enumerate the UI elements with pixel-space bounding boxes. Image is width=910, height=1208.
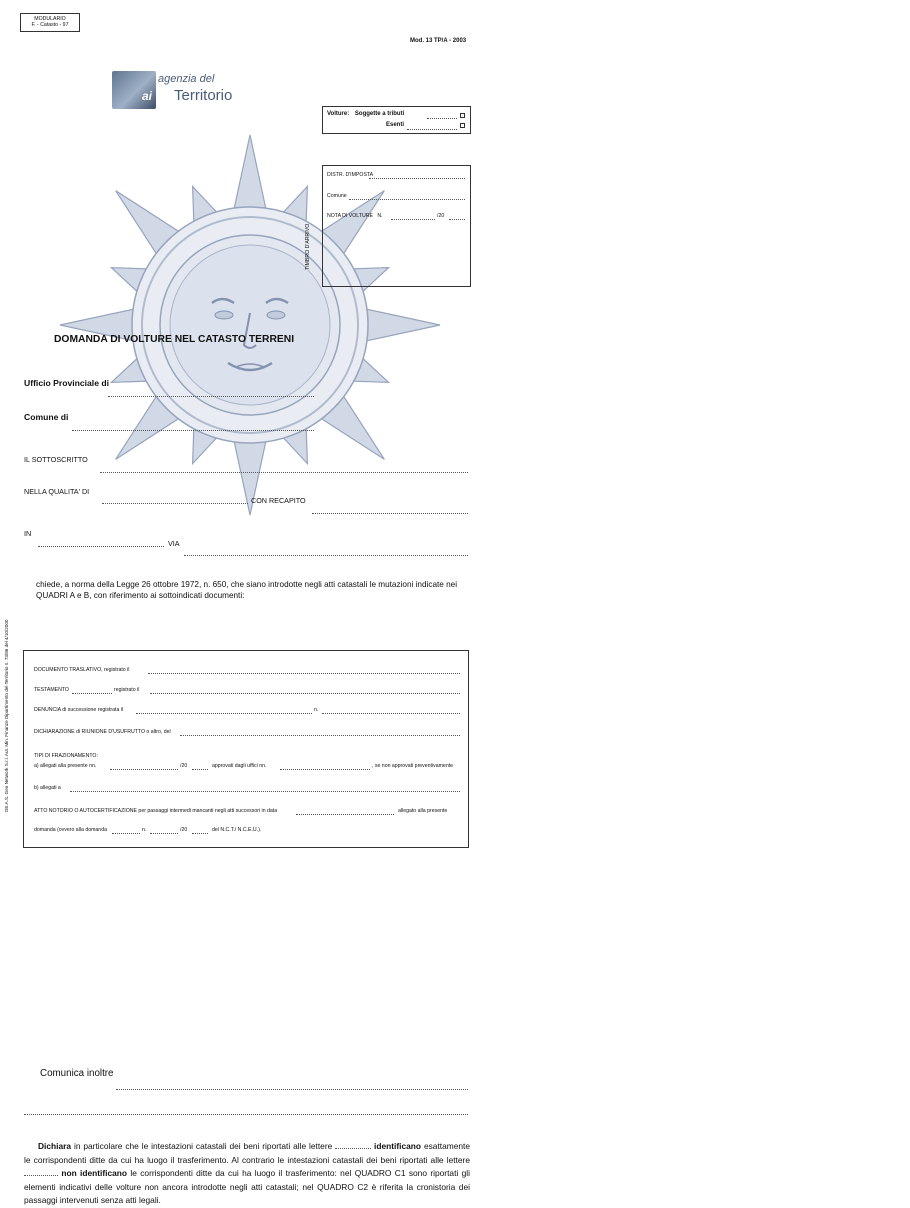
volture-option-esenti: Esenti <box>386 122 405 129</box>
fraz-a-label: a) allegati alla presente nn. <box>34 763 97 770</box>
side-text: DE.A.S. Geo Network S.r.l. Aut. Min. Finanze Dipartimento del Territorio n. 73/86 del 4/10/2000 <box>4 619 9 812</box>
doc-testamento-label: TESTAMENTO <box>34 687 69 694</box>
via-label: VIA <box>168 538 180 548</box>
fraz-a-note: , se non approvati preventivamente <box>372 763 454 770</box>
dichiara-word: Dichiara <box>38 1141 72 1152</box>
modulario-code: F. - Catasto - 97 <box>31 22 69 29</box>
doc-dichiarazione-field[interactable] <box>180 735 460 736</box>
atto-notorio-label: ATTO NOTORIO O AUTOCERTIFICAZIONE per passaggi intermedi mancanti negli atti successori in data <box>34 808 278 815</box>
dichiara-text-3: le corrispondenti ditte da cui ha luogo il trasferimento: nel QUADRO C1 sono riportati gli elementi indicativi delle volture non ancora introdotte negli atti catastali; nel QUADRO C2 è riferita la cronistoria dei passaggi intervenuti senza atti legali. <box>24 1168 470 1206</box>
in-label: IN <box>24 529 32 539</box>
dichiara-letters-field-2[interactable] <box>24 1175 58 1176</box>
logo-mark: ai <box>142 89 153 104</box>
nota-year-field[interactable] <box>449 219 465 220</box>
non-identificano-word: non identificano <box>61 1168 128 1179</box>
nota-label: NOTA DI VOLTURE <box>327 213 373 220</box>
doc-denuncia-field[interactable] <box>136 713 312 714</box>
fraz-a-year: /20 <box>180 763 188 770</box>
volture-box <box>322 106 471 134</box>
office-box <box>305 165 471 287</box>
atto-allegato-label: allegato alla presente <box>398 808 448 815</box>
volture-label: Volture: <box>327 111 350 118</box>
ufficio-label: Ufficio Provinciale di <box>24 378 110 389</box>
sottoscritto-label: IL SOTTOSCRITTO <box>24 455 88 465</box>
dichiara-letters-field-1[interactable] <box>335 1148 371 1149</box>
doc-denuncia-label: DENUNCIA di successione registrata il <box>34 707 124 714</box>
doc-testamento-registrato: registrato il <box>114 687 140 694</box>
dichiara-text-1: in particolare che le intestazioni catastali dei beni riportati alle lettere <box>73 1141 333 1152</box>
fraz-a-approvati: approvati dagli uffici nn. <box>212 763 267 770</box>
sun-ray <box>232 135 267 216</box>
comune-di-label: Comune di <box>24 412 69 423</box>
dichiara-text-2: esattamente le corrispondenti ditte da cui ha luogo il trasferimento. Al contrario le intestazioni catastali dei beni riportati alle lettere <box>24 1141 471 1165</box>
doc-traslativo-label: DOCUMENTO TRASLATIVO, registrato il <box>34 667 130 674</box>
doc-dichiarazione-label: DICHIARAZIONE di RIUNIONE D'USUFRUTTO o altro, del <box>34 729 171 736</box>
recapito-label: CON RECAPITO <box>251 496 306 506</box>
document-title: DOMANDA DI VOLTURE NEL CATASTO TERRENI <box>54 334 295 346</box>
comune-label: Comune <box>327 193 347 200</box>
in-field[interactable] <box>38 546 164 547</box>
comunica-label: Comunica inoltre <box>40 1068 114 1080</box>
documents-box <box>23 650 469 848</box>
doc-traslativo-field[interactable] <box>148 673 460 674</box>
doc-testamento-field[interactable] <box>150 693 460 694</box>
checkbox-esenti[interactable] <box>460 123 465 128</box>
via-field[interactable] <box>184 555 468 556</box>
nota-year-label: /20 <box>437 213 445 220</box>
stamp-label: TIMBRO D'ARRIVO <box>305 223 311 271</box>
modulario-box <box>20 13 80 32</box>
qualita-field[interactable] <box>102 503 248 504</box>
distr-label: DISTR. D'IMPOSTA <box>327 172 374 179</box>
qualita-label: NELLA QUALITA' DI <box>24 486 90 496</box>
nota-num-label: N. <box>377 213 383 220</box>
frazionamento-label: TIPI DI FRAZIONAMENTO: <box>34 753 98 760</box>
atto-domanda-label: domanda (ovvero alla domanda <box>34 827 107 834</box>
recapito-field[interactable] <box>312 513 468 514</box>
agency-logo <box>112 69 242 113</box>
comunica-field-1[interactable] <box>116 1089 468 1090</box>
office-comune-field[interactable] <box>349 199 465 200</box>
sottoscritto-field[interactable] <box>100 472 468 473</box>
volture-option-soggette: Soggette a tributi <box>354 111 405 118</box>
logo-text-2: Territorio <box>174 87 233 105</box>
doc-denuncia-n-field[interactable] <box>322 713 460 714</box>
identificano-word: identificano <box>374 1141 422 1152</box>
comunica-field-2[interactable] <box>24 1114 468 1115</box>
distr-field[interactable] <box>369 178 465 179</box>
dichiara-paragraph <box>24 1140 470 1208</box>
fraz-b-field[interactable] <box>70 791 460 792</box>
logo-text-1: agenzia del <box>158 73 215 86</box>
atto-n-label: n. <box>142 827 147 834</box>
nota-number-field[interactable] <box>391 219 435 220</box>
checkbox-soggette[interactable] <box>460 113 465 118</box>
mod-number: Mod. 13 TP/A - 2003 <box>410 38 467 44</box>
doc-denuncia-n-label: n. <box>314 707 319 714</box>
atto-notorio-date-field[interactable] <box>296 814 394 815</box>
chiede-paragraph: chiede, a norma della Legge 26 ottobre 1972, n. 650, che siano introdotte negli atti catastali le mutazioni indicate nei QUADRI A e B, con riferimento ai sottoindicati documenti: <box>36 580 458 601</box>
modulario-label: MODULARIO <box>34 16 66 22</box>
fraz-b-label: b) allegati a <box>34 785 61 792</box>
ufficio-field[interactable] <box>108 396 314 397</box>
comune-field[interactable] <box>72 430 314 431</box>
atto-year-label: /20 <box>180 827 188 834</box>
atto-nct-label: del N.C.T./ N.C.E.U.). <box>212 827 262 834</box>
